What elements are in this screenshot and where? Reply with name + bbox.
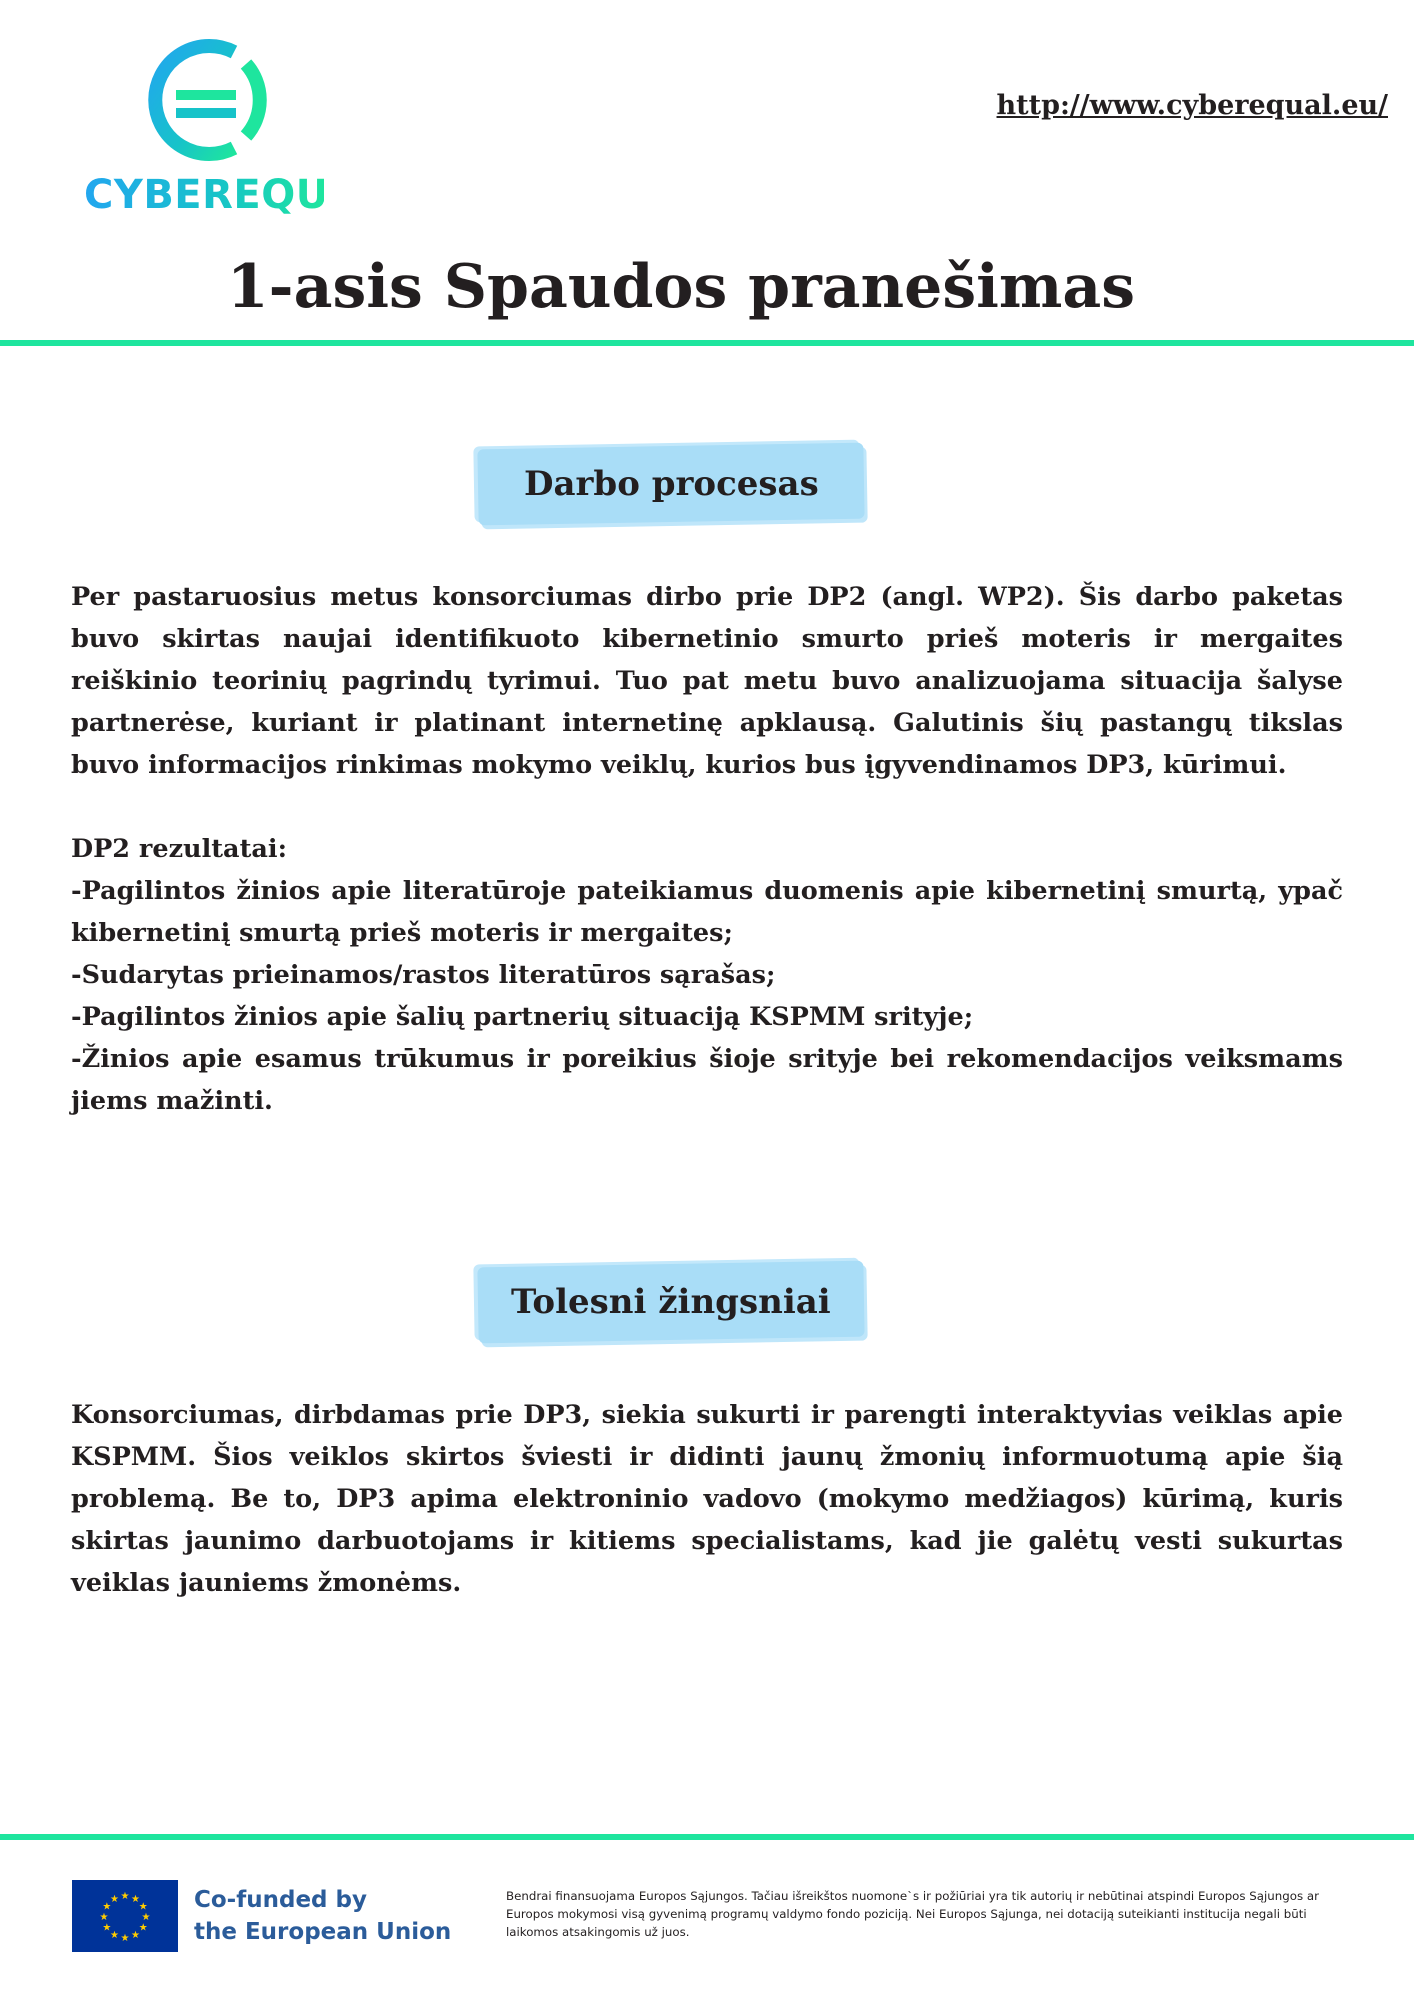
eu-flag-icon [72,1880,178,1952]
svg-text:★: ★ [138,1901,148,1913]
svg-text:★: ★ [141,1912,151,1923]
svg-text:★: ★ [110,1930,119,1942]
funding-disclaimer: Bendrai finansuojama Europos Sąjungos. Tačiau išreikštos nuomone`s ir požiūriai yra tik autorių ir nebūtinai atspindi Europos Sąjungos ar Europos mokymosi visą gyvenimą programų valdymo fondo poziciją. Nei Europos Sąjunga, nei dotaciją suteikianti institucija negali būti laikomos atsakingomis už juos. [506,1889,1319,1939]
svg-text:★: ★ [99,1912,109,1923]
result-item: -Pagilintos žinios apie literatūroje pateikiamus duomenis apie kibernetinį smurtą, ypač kibernetinį smurtą prieš moteris ir mergaites; [71,876,1343,948]
result-item: -Pagilintos žinios apie šalių partnerių situaciją KSPMM srityje; [71,1002,974,1032]
svg-text:★: ★ [102,1901,112,1913]
logo-wordmark: CYBEREQUAL [84,172,385,218]
svg-text:★: ★ [110,1893,119,1905]
svg-text:★: ★ [131,1893,140,1905]
page-title: 1-asis Spaudos pranešimas [226,252,1136,322]
cofunded-line-2: the European Union [194,1919,452,1945]
website-link[interactable]: http://www.cyberequal.eu/ [996,90,1388,121]
section-heading-next-label: Tolesni žingsniai [511,1282,831,1322]
logo-mark-icon [134,30,274,170]
section-heading-next [477,1261,864,1344]
svg-text:★: ★ [120,1933,130,1944]
work-paragraph: Per pastaruosius metus konsorciumas dirbo prie DP2 (angl. WP2). Šis darbo paketas buvo skirtas naujai identifikuoto kibernetinio smurto prieš moteris ir mergaites reiškinio teorinių pagrindų tyrimui. Tuo pat metu buvo analizuojama situacija šalyse partnerėse, kuriant ir platinant internetinę apklausą. Galutinis šių pastangų tikslas buvo informacijos rinkimas mokymo veiklų, kurios bus įgyvendinamos DP3, kūrimui. [71,582,1343,780]
svg-text:★: ★ [131,1930,140,1942]
section-heading-work-label: Darbo procesas [523,464,819,505]
results-label: DP2 rezultatai: [71,834,287,864]
section-heading-work [477,443,864,526]
next-paragraph: Konsorciumas, dirbdamas prie DP3, siekia sukurti ir parengti interaktyvias veiklas apie KSPMM. Šios veiklos skirtos šviesti ir didinti jaunų žmonių informuotumą apie šią problemą. Be to, DP3 apima elektroninio vadovo (mokymo medžiagos) kūrimą, kuris skirtas jaunimo darbuotojams ir kitiems specialistams, kad jie galėtų vesti sukurtas veiklas jauniems žmonėms. [71,1400,1343,1598]
svg-text:★: ★ [102,1922,112,1934]
cyberequal-logo [84,30,385,230]
svg-text:★: ★ [120,1891,130,1902]
result-item: -Sudarytas prieinamos/rastos literatūros sąrašas; [71,960,776,990]
cofunded-line-1: Co-funded by [194,1887,367,1913]
bottom-divider [0,1834,1414,1840]
svg-text:★: ★ [138,1922,148,1934]
results-list [71,828,1343,1122]
cofunded-label [194,1884,451,1948]
top-divider [0,340,1414,346]
result-item: -Žinios apie esamus trūkumus ir poreikius šioje srityje bei rekomendacijos veiksmams jiems mažinti. [71,1044,1343,1116]
